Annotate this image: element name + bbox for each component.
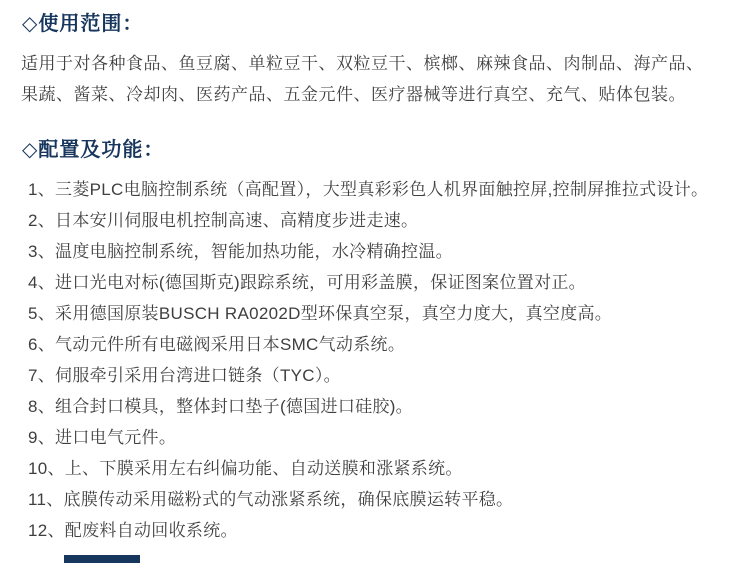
feature-item-12: 12、配废料自动回收系统。: [28, 521, 238, 540]
feature-item-4: 4、进口光电对标(德国斯克)跟踪系统，可用彩盖膜，保证图案位置对正。: [28, 273, 586, 292]
feature-item-9: 9、进口电气元件。: [28, 428, 177, 447]
next-section-bar-fragment: [64, 555, 140, 563]
features-section: [0, 137, 750, 546]
feature-item-3: 3、温度电脑控制系统，智能加热功能，水冷精确控温。: [28, 242, 453, 261]
feature-item-2: 2、日本安川伺服电机控制高速、高精度步进走速。: [28, 211, 419, 230]
feature-item-6: 6、气动元件所有电磁阀采用日本SMC气动系统。: [28, 335, 406, 354]
feature-item-8: 8、组合封口模具，整体封口垫子(德国进口硅胶)。: [28, 397, 413, 416]
feature-item-1: 1、三菱PLC电脑控制系统（高配置），大型真彩彩色人机界面触控屏,控制屏推拉式设计。: [28, 180, 709, 199]
features-heading: ◇配置及功能：: [22, 139, 165, 161]
feature-item-10: 10、上、下膜采用左右纠偏功能、自动送膜和涨紧系统。: [28, 459, 463, 478]
feature-item-11: 11、底膜传动采用磁粉式的气动涨紧系统，确保底膜运转平稳。: [28, 490, 514, 509]
usage-paragraph: 适用于对各种食品、鱼豆腐、单粒豆干、双粒豆干、槟榔、麻辣食品、肉制品、海产品、果蔬、酱菜、冷却肉、医药产品、五金元件、医疗器械等进行真空、充气、贴体包装。: [21, 54, 704, 104]
usage-heading: ◇使用范围：: [22, 13, 144, 35]
feature-item-7: 7、伺服牵引采用台湾进口链条（TYC）。: [28, 366, 341, 385]
usage-section: [0, 11, 750, 110]
feature-item-5: 5、采用德国原装BUSCH RA0202D型环保真空泵，真空力度大，真空度高。: [28, 304, 613, 323]
feature-list: [0, 174, 750, 546]
